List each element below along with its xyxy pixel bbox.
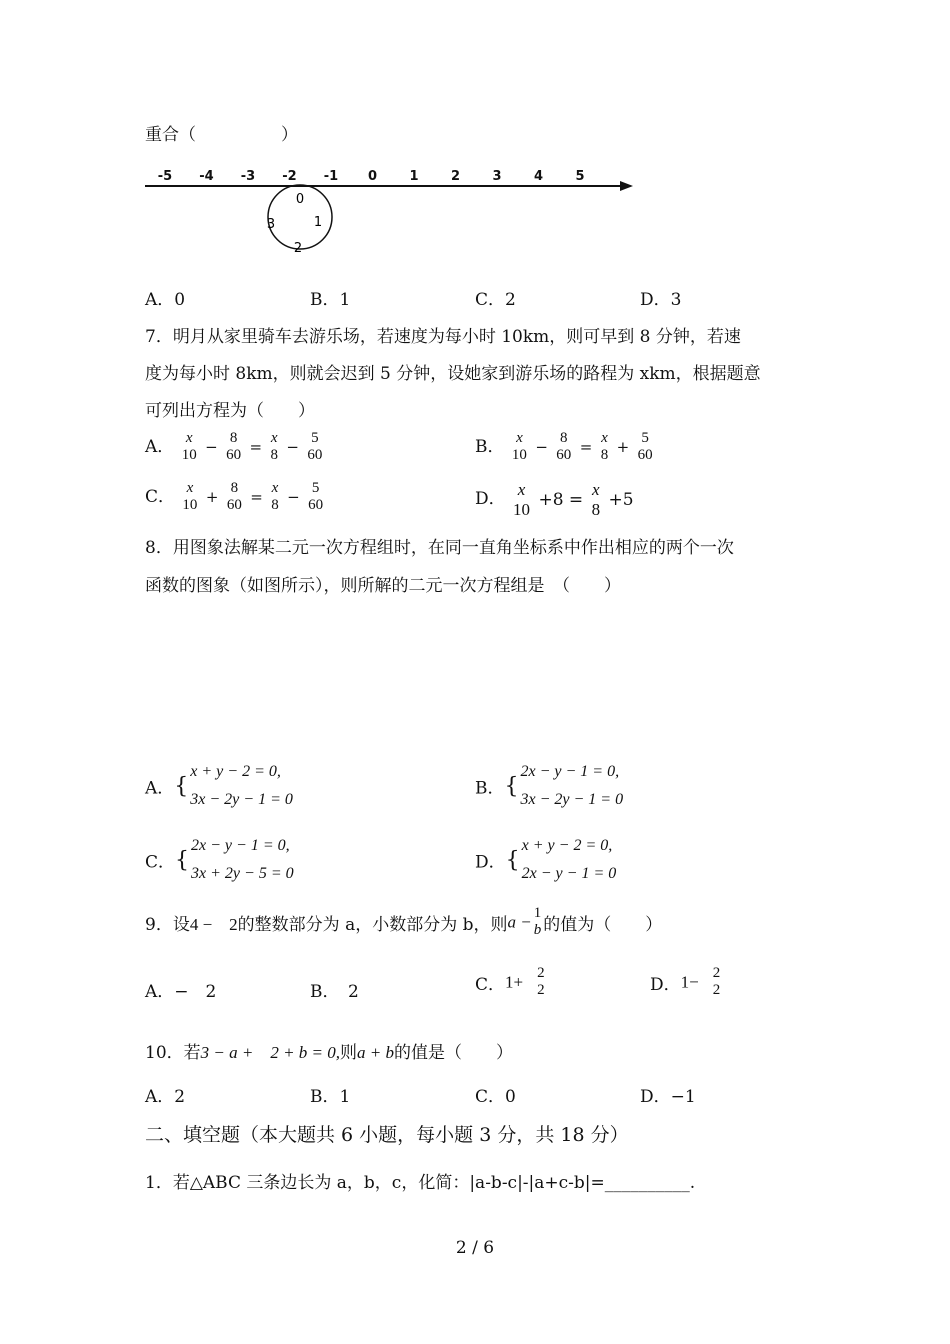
q8-option-a: A．{ x + y − 2 = 0, 3x − 2y − 1 = 0 [145, 763, 293, 808]
fraction: x 8 [600, 430, 609, 464]
q8-line-1: 8．用图象法解某二元一次方程组时，在同一直角坐标系中作出相应的两个一次 [145, 538, 734, 558]
option-label: D． [475, 852, 506, 873]
circle-label-3: 3 [266, 217, 276, 232]
tick-label: -5 [157, 169, 173, 184]
q7-option-d: D． x 10 +8 = x 8 +5 [475, 480, 634, 519]
fraction: x 10 [182, 480, 198, 514]
fraction: 8 60 [226, 430, 242, 464]
circle-label-2: 2 [293, 241, 303, 256]
q10-option-a: A．2 [145, 1087, 186, 1107]
circle-label-0: 0 [295, 192, 305, 207]
q10-stem: 10．若3 − a + 2 + b = 0,则a + b的值是（ ） [145, 1043, 514, 1063]
number-line-figure [140, 160, 640, 260]
option-label: C． [145, 852, 176, 873]
tick-label: 0 [367, 169, 378, 184]
tick-label: 1 [409, 169, 419, 184]
fraction: 1 b [533, 905, 542, 939]
q8-option-b: B．{ 2x − y − 1 = 0, 3x − 2y − 1 = 0 [475, 763, 624, 808]
q7-line-2: 度为每小时 8km，则就会迟到 5 分钟，设她家到游乐场的路程为 xkm，根据题意 [145, 364, 761, 384]
tick-label: 4 [533, 169, 544, 184]
tick-label: -2 [282, 169, 297, 184]
circle-label-1: 1 [313, 215, 323, 230]
fill-question-1: 1．若△ABC 三条边长为 a，b，c，化简：|a-b-c|-|a+c-b|=__________. [145, 1173, 696, 1193]
q9-option-d: D．1− 2 2 [650, 965, 721, 999]
tick-label: 3 [492, 169, 502, 184]
fraction: x 8 [271, 480, 279, 514]
q6-option-d: D．3 [640, 290, 682, 310]
tick-label: 2 [450, 169, 461, 184]
q7-line-1: 7．明月从家里骑车去游乐场，若速度为每小时 10km，则可早到 8 分钟，若速 [145, 327, 741, 347]
tick-label: -3 [240, 169, 256, 184]
fraction: x 10 [511, 430, 527, 464]
tick-label: -4 [199, 169, 214, 184]
page-number: 2 / 6 [455, 1238, 495, 1258]
section-2-heading: 二、填空题（本大题共 6 小题，每小题 3 分，共 18 分） [145, 1124, 629, 1146]
fraction: x 10 [181, 430, 197, 464]
fraction: x 8 [270, 430, 278, 464]
q7-option-c: C． x 10 + 8 60 = x 8 − 5 60 [145, 480, 324, 514]
q7-line-3: 可列出方程为（ ） [145, 401, 315, 421]
q6-option-a: A．0 [145, 290, 186, 310]
option-label: C． [145, 486, 176, 507]
q9-option-c: C．1+ 2 2 [475, 965, 545, 999]
number-line-arrow [620, 181, 633, 191]
q6-option-c: C．2 [475, 290, 516, 310]
fraction: 8 60 [556, 430, 572, 464]
q9-option-b: B． 2 [310, 982, 359, 1002]
fraction: 2 2 [537, 965, 545, 999]
fraction: x 10 [513, 480, 531, 519]
option-label: A． [145, 778, 175, 799]
tick-label: 5 [575, 169, 585, 184]
option-label: A． [145, 436, 175, 457]
q7-option-b: B． x 10 − 8 60 = x 8 + 5 60 [475, 430, 653, 464]
q10-option-c: C．0 [475, 1087, 516, 1107]
option-label: B． [475, 778, 505, 799]
option-label: D． [475, 489, 506, 510]
fraction: 8 60 [226, 480, 242, 514]
option-label: B． [475, 436, 505, 457]
q9-option-a: A．− 2 [145, 982, 217, 1002]
fraction: 5 60 [637, 430, 653, 464]
q6-tail-text: 重合（ ） [145, 125, 298, 145]
q8-option-c: C．{ 2x − y − 1 = 0, 3x + 2y − 5 = 0 [145, 837, 294, 882]
q8-line-2: 函数的图象（如图所示），则所解的二元一次方程组是 （ ） [145, 576, 621, 596]
fraction: 2 2 [712, 965, 721, 999]
fraction: 5 60 [308, 480, 324, 514]
q8-option-d: D．{ x + y − 2 = 0, 2x − y − 1 = 0 [475, 837, 617, 882]
q7-option-a: A． x 10 − 8 60 = x 8 − 5 60 [145, 430, 323, 464]
tick-label: -1 [323, 169, 339, 184]
fraction: 5 60 [307, 430, 323, 464]
q9-stem: 9．设4 − 2的整数部分为 a，小数部分为 b，则a − 1 b 的值为（ ） [145, 905, 663, 939]
q10-option-d: D．−1 [640, 1087, 696, 1107]
q6-option-b: B．1 [310, 290, 351, 310]
q10-option-b: B．1 [310, 1087, 351, 1107]
fraction: x 8 [591, 480, 601, 519]
